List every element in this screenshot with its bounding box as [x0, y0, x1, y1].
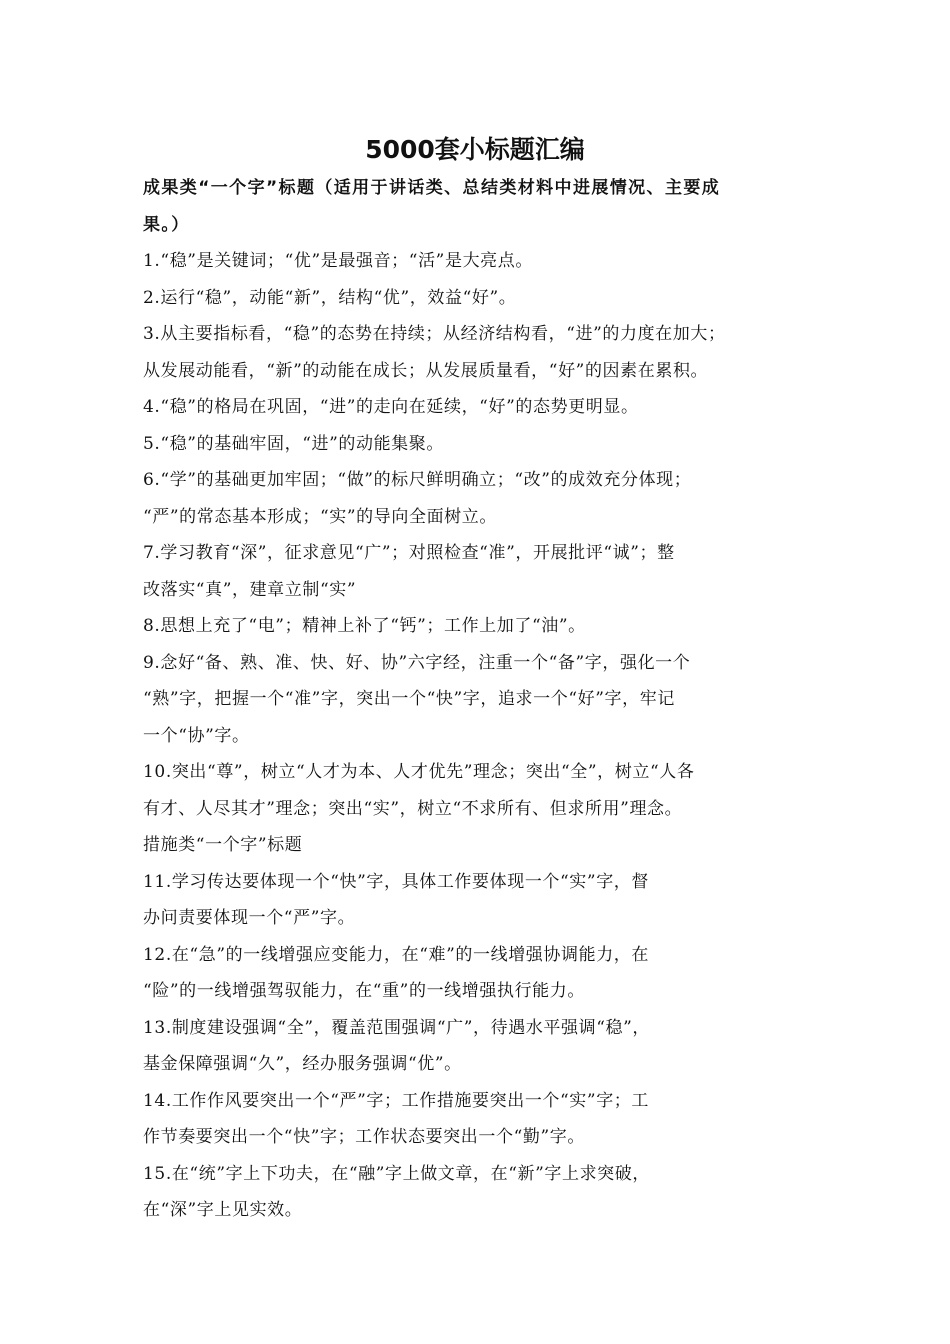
text-line: 办问责要体现一个“严”字。 [143, 908, 356, 928]
text-line: 从发展动能看，“新”的动能在成长；从发展质量看，“好”的因素在累积。 [143, 360, 709, 381]
text-line: 11.学习传达要体现一个“快”字，具体工作要体现一个“实”字，督 [143, 871, 649, 892]
text-line: 13.制度建设强调“全”，覆盖范围强调“广”，待遇水平强调“稳”， [143, 1017, 650, 1038]
text-line: 14.工作作风要突出一个“严”字；工作措施要突出一个“实”字；工 [143, 1090, 649, 1111]
section-heading-line: 成果类“一个字”标题（适用于讲话类、总结类材料中进展情况、主要成 [143, 178, 721, 198]
text-line: 一个“协”字。 [143, 725, 250, 746]
text-line: 12.在“急”的一线增强应变能力，在“难”的一线增强协调能力，在 [143, 944, 649, 965]
section-heading-line: 果。） [143, 214, 190, 235]
text-line: 基金保障强调“久”，经办服务强调“优”。 [143, 1054, 462, 1074]
text-line: 有才、人尽其才”理念；突出“实”，树立“不求所有、但求所用”理念。 [143, 798, 683, 819]
text-line: “严”的常态基本形成；“实”的导向全面树立。 [143, 506, 497, 527]
text-line: 2.运行“稳”，动能“新”，结构“优”，效益“好”。 [143, 287, 517, 308]
text-line: 措施类“一个字”标题 [143, 835, 303, 855]
text-line: “险”的一线增强驾驭能力，在“重”的一线增强执行能力。 [143, 981, 585, 1001]
text-line: 10.突出“尊”，树立“人才为本、人才优先”理念；突出“全”，树立“人各 [143, 762, 695, 782]
text-line: 改落实“真”，建章立制“实” [143, 579, 357, 600]
text-line: 15.在“统”字上下功夫，在“融”字上做文章，在“新”字上求突破， [143, 1163, 650, 1184]
text-line: 6.“学”的基础更加牢固；“做”的标尺鲜明确立；“改”的成效充分体现； [143, 470, 692, 490]
text-line: 在“深”字上见实效。 [143, 1200, 303, 1220]
text-line: 8.思想上充了“电”；精神上补了“钙”；工作上加了“油”。 [143, 616, 586, 636]
document-title: 5000套小标题汇编 [365, 135, 585, 164]
text-line: 1.“稳”是关键词；“优”是最强音；“活”是大亮点。 [143, 251, 533, 271]
text-line: 作节奏要突出一个“快”字；工作状态要突出一个“勤”字。 [143, 1127, 585, 1147]
text-line: 4.“稳”的格局在巩固，“进”的走向在延续，“好”的态势更明显。 [143, 397, 639, 417]
text-line: 9.念好“备、熟、准、快、好、协”六字经，注重一个“备”字，强化一个 [143, 652, 691, 673]
text-line: 7.学习教育“深”，征求意见“广”；对照检查“准”，开展批评“诚”；整 [143, 543, 675, 563]
text-line: 5.“稳”的基础牢固，“进”的动能集聚。 [143, 433, 444, 454]
text-line: “熟”字，把握一个“准”字，突出一个“快”字，追求一个“好”字，牢记 [143, 689, 675, 709]
text-line: 3.从主要指标看，“稳”的态势在持续；从经济结构看，“进”的力度在加大； [143, 324, 726, 344]
document-body [143, 170, 823, 1229]
